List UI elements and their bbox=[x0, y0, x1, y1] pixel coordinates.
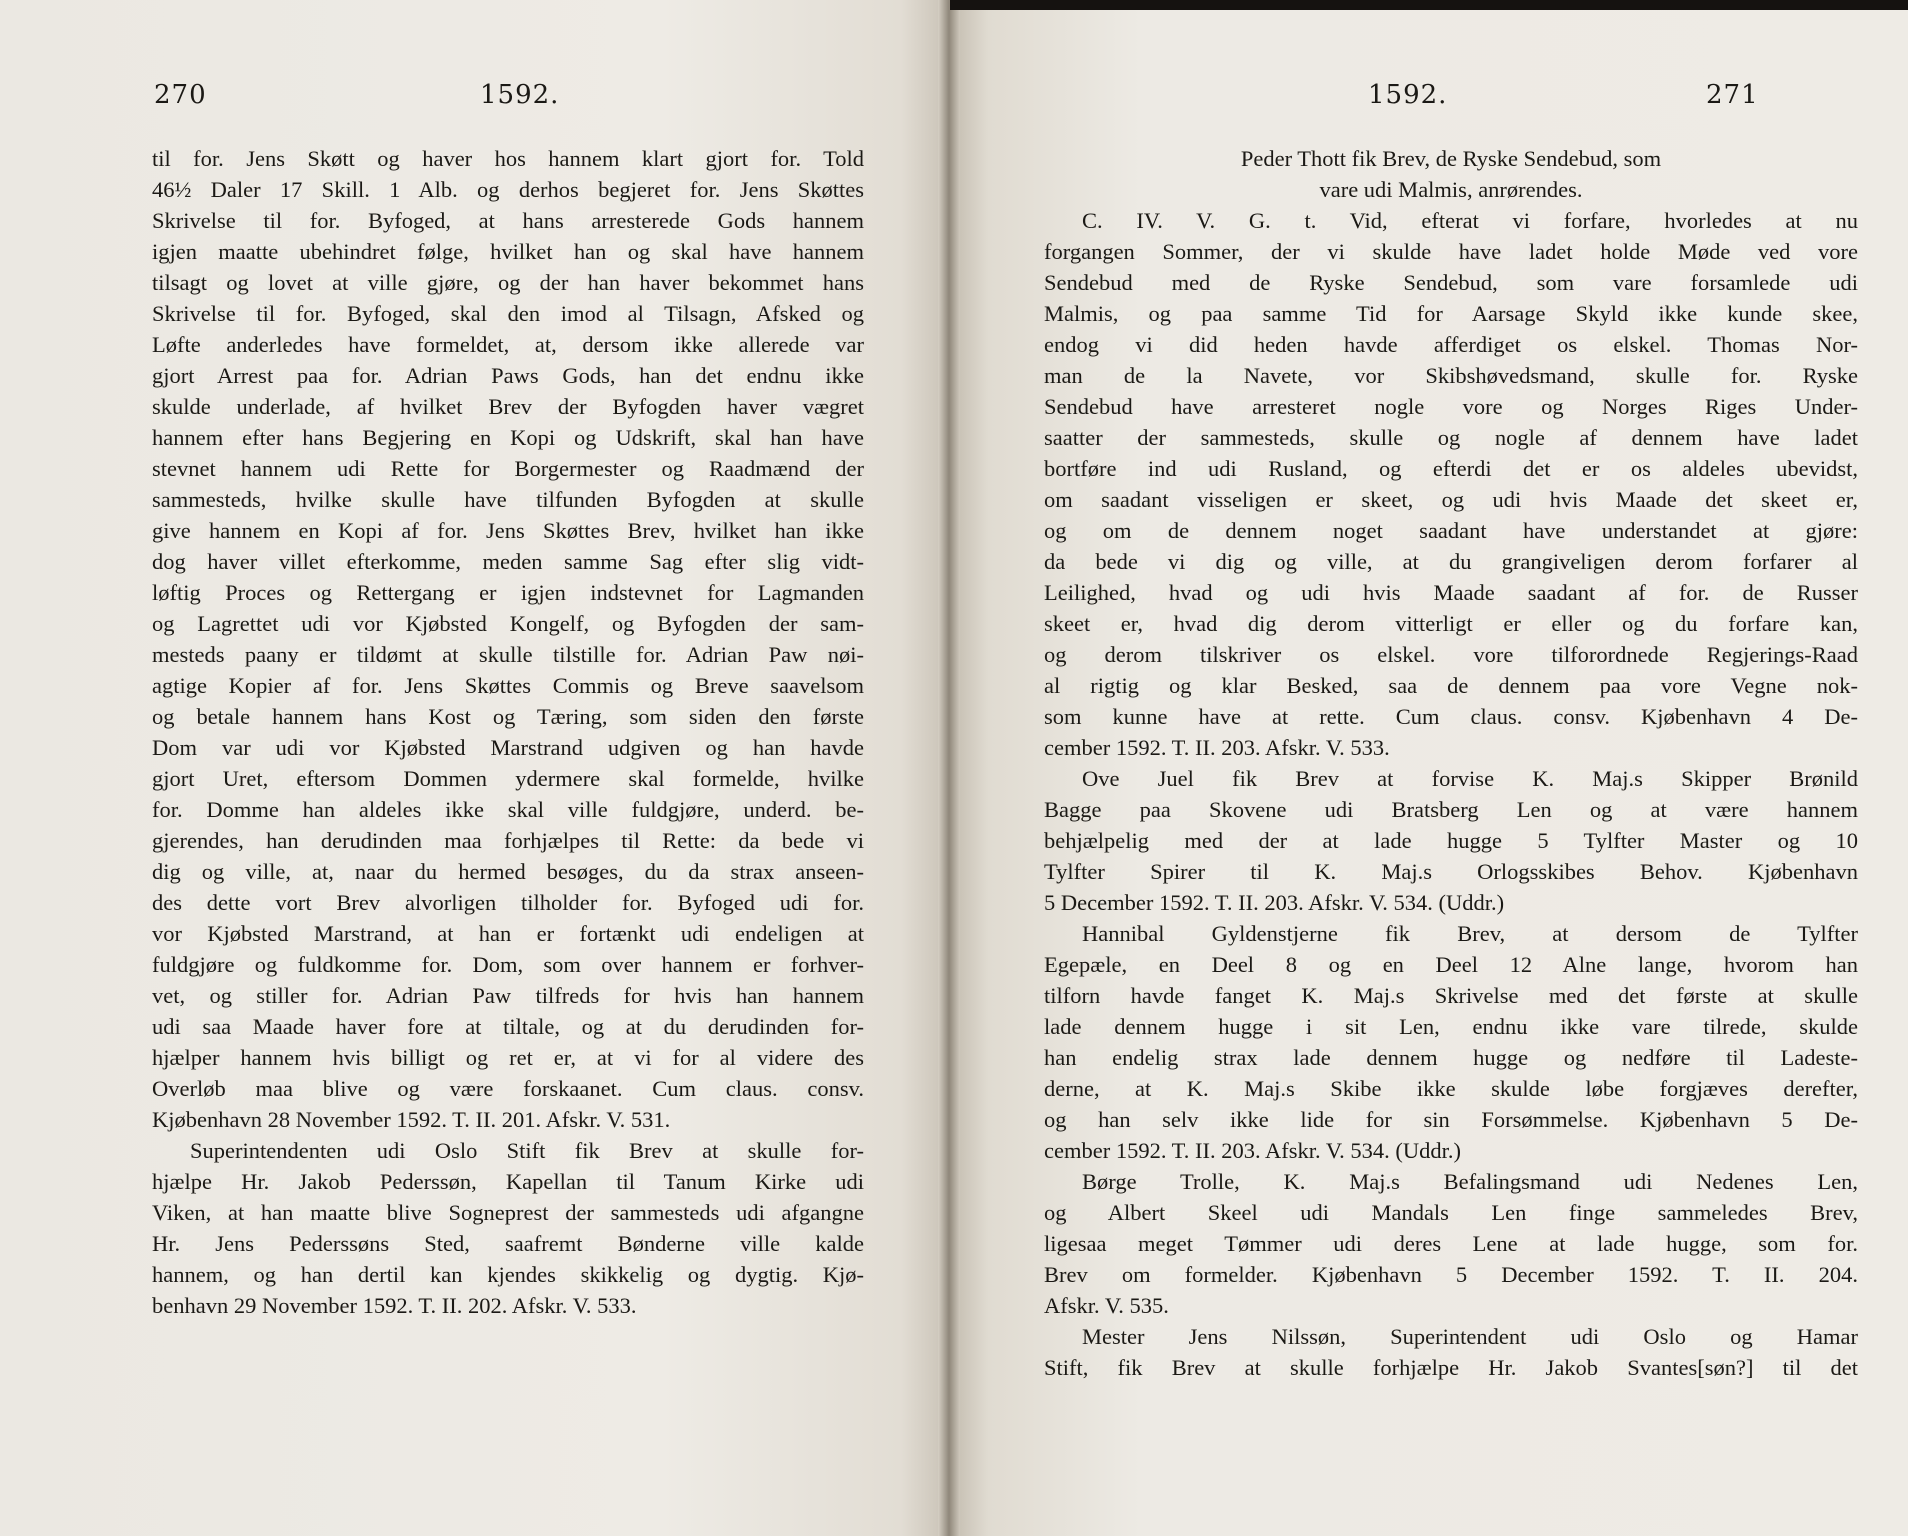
text-line: udi saa Maade haver fore at tiltale, og at du derudinden for- bbox=[152, 1014, 864, 1039]
text-line: Sendebud have arresteret nogle vore og Norges Riges Under- bbox=[1044, 394, 1858, 419]
text-line: og Albert Skeel udi Mandals Len finge sammeledes Brev, bbox=[1044, 1200, 1858, 1225]
text-line: bortføre ind udi Rusland, og efterdi det er os aldeles ubevidst, bbox=[1044, 456, 1858, 481]
scan-edge bbox=[950, 0, 1908, 10]
text-line: og han selv ikke lide for sin Forsømmelse. Kjøbenhavn 5 De- bbox=[1044, 1107, 1858, 1132]
text-line: igjen maatte ubehindret følge, hvilket han og skal have hannem bbox=[152, 239, 864, 264]
text-line: gjerendes, han derudinden maa forhjælpes til Rette: da bede vi bbox=[152, 828, 864, 853]
text-line: Egepæle, en Deel 8 og en Deel 12 Alne lange, hvorom han bbox=[1044, 952, 1858, 977]
text-line: vet, og stiller for. Adrian Paw tilfreds for hvis han hannem bbox=[152, 983, 864, 1008]
text-line: stevnet hannem udi Rette for Borgermester og Raadmænd der bbox=[152, 456, 864, 481]
text-line: og om de dennem noget saadant have understandet at gjøre: bbox=[1044, 518, 1858, 543]
text-line: agtige Kopier af for. Jens Skøttes Commis og Breve saavelsom bbox=[152, 673, 864, 698]
text-line: benhavn 29 November 1592. T. II. 202. Afskr. V. 533. bbox=[152, 1293, 637, 1318]
text-line: for. Domme han aldeles ikke skal ville fuldgjøre, underd. be- bbox=[152, 797, 864, 822]
text-line: sammesteds, hvilke skulle have tilfunden Byfogden at skulle bbox=[152, 487, 864, 512]
page-number-left: 270 bbox=[154, 80, 207, 110]
text-line: cember 1592. T. II. 203. Afskr. V. 534. (Uddr.) bbox=[1044, 1138, 1462, 1163]
text-line: til for. Jens Skøtt og haver hos hannem klart gjort for. Told bbox=[152, 146, 864, 171]
text-line: hannem efter hans Begjering en Kopi og Udskrift, skal han have bbox=[152, 425, 864, 450]
text-line: hjælpe Hr. Jakob Pederssøn, Kapellan til Tanum Kirke udi bbox=[152, 1169, 864, 1194]
right-page-text bbox=[1044, 143, 1858, 1383]
text-line: Stift, fik Brev at skulle forhjælpe Hr. Jakob Svantes[søn?] til det bbox=[1044, 1355, 1858, 1380]
text-line: tilforn havde fanget K. Maj.s Skrivelse med det første at skulle bbox=[1044, 983, 1858, 1008]
text-line: fuldgjøre og fuldkomme for. Dom, som over hannem er forhver- bbox=[152, 952, 864, 977]
text-line: mesteds paany er tildømt at skulle tilstille for. Adrian Paw nøi- bbox=[152, 642, 864, 667]
text-line: da bede vi dig og ville, at du grangiveligen derom forfarer al bbox=[1044, 549, 1858, 574]
left-page bbox=[0, 0, 948, 1536]
text-line: cember 1592. T. II. 203. Afskr. V. 533. bbox=[1044, 735, 1390, 760]
text-line: Bagge paa Skovene udi Bratsberg Len og at være hannem bbox=[1044, 797, 1858, 822]
text-line: Superintendenten udi Oslo Stift fik Brev at skulle for- bbox=[190, 1138, 864, 1163]
text-line: skulde underlade, af hvilket Brev der Byfogden haver vægret bbox=[152, 394, 864, 419]
text-line: Leilighed, hvad og udi hvis Maade saadant af for. de Russer bbox=[1044, 580, 1858, 605]
text-line: 46½ Daler 17 Skill. 1 Alb. og derhos begjeret for. Jens Skøttes bbox=[152, 177, 864, 202]
text-line: løftig Proces og Rettergang er igjen indstevnet for Lagmanden bbox=[152, 580, 864, 605]
text-line: Hr. Jens Pederssøns Sted, saafremt Bønderne ville kalde bbox=[152, 1231, 864, 1256]
text-line: hannem, og han dertil kan kjendes skikkelig og dygtig. Kjø- bbox=[152, 1262, 864, 1287]
text-line: ligesaa meget Tømmer udi deres Lene at lade hugge, som for. bbox=[1044, 1231, 1858, 1256]
text-line: Brev om formelder. Kjøbenhavn 5 December 1592. T. II. 204. bbox=[1044, 1262, 1858, 1287]
text-line: og derom tilskriver os elskel. vore tilforordnede Regjerings-Raad bbox=[1044, 642, 1858, 667]
text-line: Skrivelse til for. Byfoged, at hans arresterede Gods hannem bbox=[152, 208, 864, 233]
text-line: Overløb maa blive og være forskaanet. Cum claus. consv. bbox=[152, 1076, 864, 1101]
text-line: Kjøbenhavn 28 November 1592. T. II. 201. Afskr. V. 531. bbox=[152, 1107, 671, 1132]
book-gutter bbox=[938, 0, 960, 1536]
text-line: Ove Juel fik Brev at forvise K. Maj.s Skipper Brønild bbox=[1082, 766, 1858, 791]
text-line: C. IV. V. G. t. Vid, efterat vi forfare, hvorledes at nu bbox=[1082, 208, 1858, 233]
text-line: hjælper hannem hvis billigt og ret er, at vi for al videre des bbox=[152, 1045, 864, 1070]
left-page-text bbox=[152, 143, 864, 1321]
text-line: vare udi Malmis, anrørendes. bbox=[1319, 177, 1583, 202]
text-line: tilsagt og lovet at ville gjøre, og der han haver bekommet hans bbox=[152, 270, 864, 295]
text-line: og Lagrettet udi vor Kjøbsted Kongelf, og Byfogden der sam- bbox=[152, 611, 864, 636]
text-line: Børge Trolle, K. Maj.s Befalingsmand udi Nedenes Len, bbox=[1082, 1169, 1858, 1194]
text-line: Skrivelse til for. Byfoged, skal den imod al Tilsagn, Afsked og bbox=[152, 301, 864, 326]
text-line: dog haver villet efterkomme, meden samme Sag efter slig vidt- bbox=[152, 549, 864, 574]
running-head-year-right: 1592. bbox=[1368, 80, 1448, 110]
text-line: forgangen Sommer, der vi skulde have ladet holde Møde ved vore bbox=[1044, 239, 1858, 264]
text-line: derne, at K. Maj.s Skibe ikke skulde løbe forgjæves derefter, bbox=[1044, 1076, 1858, 1101]
text-line: Peder Thott fik Brev, de Ryske Sendebud, som bbox=[1240, 146, 1662, 171]
right-page bbox=[950, 0, 1908, 1536]
text-line: saatter der sammesteds, skulle og nogle af dennem have ladet bbox=[1044, 425, 1858, 450]
text-line: Hannibal Gyldenstjerne fik Brev, at dersom de Tylfter bbox=[1082, 921, 1858, 946]
text-line: 5 December 1592. T. II. 203. Afskr. V. 534. (Uddr.) bbox=[1044, 890, 1505, 915]
text-line: vor Kjøbsted Marstrand, at han er fortænkt udi endeligen at bbox=[152, 921, 864, 946]
text-line: lade dennem hugge i sit Len, endnu ikke vare tilrede, skulde bbox=[1044, 1014, 1858, 1039]
running-head-year-left: 1592. bbox=[480, 80, 560, 110]
text-line: man de la Navete, vor Skibshøvedsmand, skulle for. Ryske bbox=[1044, 363, 1858, 388]
text-line: Sendebud med de Ryske Sendebud, som vare forsamlede udi bbox=[1044, 270, 1858, 295]
text-line: og betale hannem hans Kost og Tæring, som siden den første bbox=[152, 704, 864, 729]
text-line: endog vi did heden havde afferdiget os elskel. Thomas Nor- bbox=[1044, 332, 1858, 357]
text-line: Afskr. V. 535. bbox=[1044, 1293, 1169, 1318]
text-line: gjort Arrest paa for. Adrian Paws Gods, han det endnu ikke bbox=[152, 363, 864, 388]
text-line: Viken, at han maatte blive Sogneprest der sammesteds udi afgangne bbox=[152, 1200, 864, 1225]
page-number-right: 271 bbox=[1706, 80, 1759, 110]
text-line: des dette vort Brev alvorligen tilholder for. Byfoged udi for. bbox=[152, 890, 864, 915]
text-line: al rigtig og klar Besked, saa de dennem paa vore Vegne nok- bbox=[1044, 673, 1858, 698]
text-line: Mester Jens Nilssøn, Superintendent udi Oslo og Hamar bbox=[1082, 1324, 1858, 1349]
text-line: Løfte anderledes have formeldet, at, dersom ikke allerede var bbox=[152, 332, 864, 357]
text-line: Tylfter Spirer til K. Maj.s Orlogsskibes Behov. Kjøbenhavn bbox=[1044, 859, 1858, 884]
text-line: behjælpelig med der at lade hugge 5 Tylfter Master og 10 bbox=[1044, 828, 1858, 853]
text-line: som kunne have at rette. Cum claus. consv. Kjøbenhavn 4 De- bbox=[1044, 704, 1858, 729]
text-line: Dom var udi vor Kjøbsted Marstrand udgiven og han havde bbox=[152, 735, 864, 760]
text-line: om saadant visseligen er skeet, og udi hvis Maade det skeet er, bbox=[1044, 487, 1858, 512]
text-line: give hannem en Kopi af for. Jens Skøttes Brev, hvilket han ikke bbox=[152, 518, 864, 543]
text-line: dig og ville, at, naar du hermed besøges, du da strax anseen- bbox=[152, 859, 864, 884]
text-line: skeet er, hvad dig derom vitterligt er eller og du forfare kan, bbox=[1044, 611, 1858, 636]
text-line: han endelig strax lade dennem hugge og nedføre til Ladeste- bbox=[1044, 1045, 1858, 1070]
text-line: Malmis, og paa samme Tid for Aarsage Skyld ikke kunde skee, bbox=[1044, 301, 1858, 326]
text-line: gjort Uret, eftersom Dommen ydermere skal formelde, hvilke bbox=[152, 766, 864, 791]
